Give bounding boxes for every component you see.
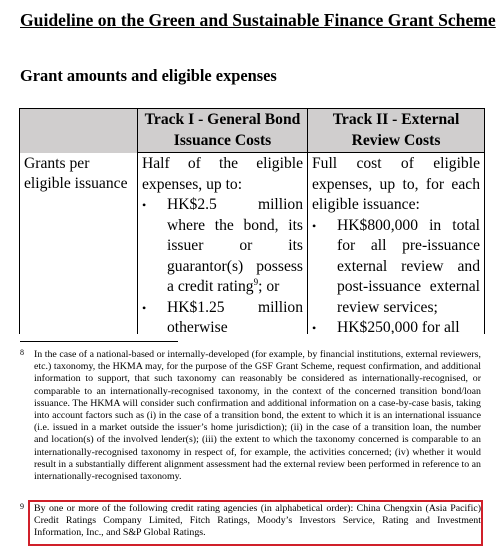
table-row bbox=[20, 153, 485, 335]
track-1-bullet-2: HK$1.25 million otherwise bbox=[167, 298, 303, 334]
row-label-cell bbox=[20, 153, 138, 335]
grant-table bbox=[19, 108, 485, 334]
footnote-9 bbox=[20, 503, 481, 540]
track-2-bullet-list bbox=[312, 216, 480, 335]
row-label: Grants per eligible issuance bbox=[24, 154, 128, 192]
track-2-cell bbox=[308, 153, 485, 335]
list-item bbox=[312, 216, 480, 319]
footnote-separator bbox=[20, 341, 178, 342]
table-header-row bbox=[20, 109, 485, 153]
track-1-bullet-list bbox=[142, 195, 303, 334]
list-item bbox=[312, 318, 480, 334]
header-track-1: Track I - General Bond Issuance Costs bbox=[138, 109, 308, 153]
track-1-intro: Half of the eligible expenses, up to: bbox=[142, 155, 303, 193]
header-track-2: Track II - External Review Costs bbox=[308, 109, 485, 153]
track-1-cell bbox=[138, 153, 308, 335]
bullet-icon: • bbox=[142, 198, 147, 212]
footnote-number: 8 bbox=[20, 349, 24, 357]
footnote-text: By one or more of the following credit rating agencies (in alphabetical order): China Chengxin (Asia Pacific) Credit Ratings Company Limited, Fitch Ratings, Moody’s Investors Service, Rating and Investment Information, Inc., and S&P Global Ratings. bbox=[34, 503, 481, 539]
section-heading: Grant amounts and eligible expenses bbox=[20, 66, 277, 85]
document-title: Guideline on the Green and Sustainable Finance Grant Scheme bbox=[20, 10, 496, 30]
track-2-bullet-2: HK$250,000 for all bbox=[337, 319, 460, 334]
list-item bbox=[142, 298, 303, 335]
bullet-icon: • bbox=[312, 218, 317, 233]
footnote-text: In the case of a national-based or internally-developed (for example, by financial institutions, external reviewers, etc.) taxonomy, the HKMA may, for the purpose of the GSF Grant Scheme, request confirmation, and additional information to support, that such taxonomy can reasonably be considered as internationally-recognised, or comparable to an internationally-recognised taxonomy, in the context of the concerned transition bond/loan issuance. The HKMA will consider such confirmation and additional information on a case-by-case basis, taking into account factors such as (i) in the case of a transition bond, the extent to which it is an international issuance (i.e. issued in a market outside the issuer’s home jurisdiction); (ii) in the case of a transition loan, the number and location(s) of the involved lender(s); (iii) the extent to which the taxonomy concerned is comparable to an internationally-recognised taxonomy in respect of, for example, the activities concerned; (iv) whether it would result in a substantially different alignment assessment had the external review been performed in reference to an internationally-recognised taxonomy. bbox=[34, 349, 481, 483]
bullet-icon: • bbox=[312, 321, 317, 334]
header-empty-cell bbox=[20, 109, 138, 153]
track-1-bullet-1: HK$2.5 million where the bond, its issuer or its guarantor(s) possess a credit rating bbox=[167, 196, 303, 295]
bullet-icon: • bbox=[142, 300, 147, 315]
track-2-intro: Full cost of eligible expenses, up to, for each eligible issuance: bbox=[312, 155, 480, 213]
list-item bbox=[142, 195, 303, 298]
track-2-bullet-1: HK$800,000 in total for all pre-issuance external review and post-issuance external review services; bbox=[337, 216, 480, 316]
footnote-ref-9: 9 bbox=[253, 276, 259, 287]
footnote-number: 9 bbox=[20, 502, 24, 511]
footnote-8 bbox=[20, 349, 481, 501]
track-1-bullet-1-suffix: ; or bbox=[258, 278, 280, 295]
